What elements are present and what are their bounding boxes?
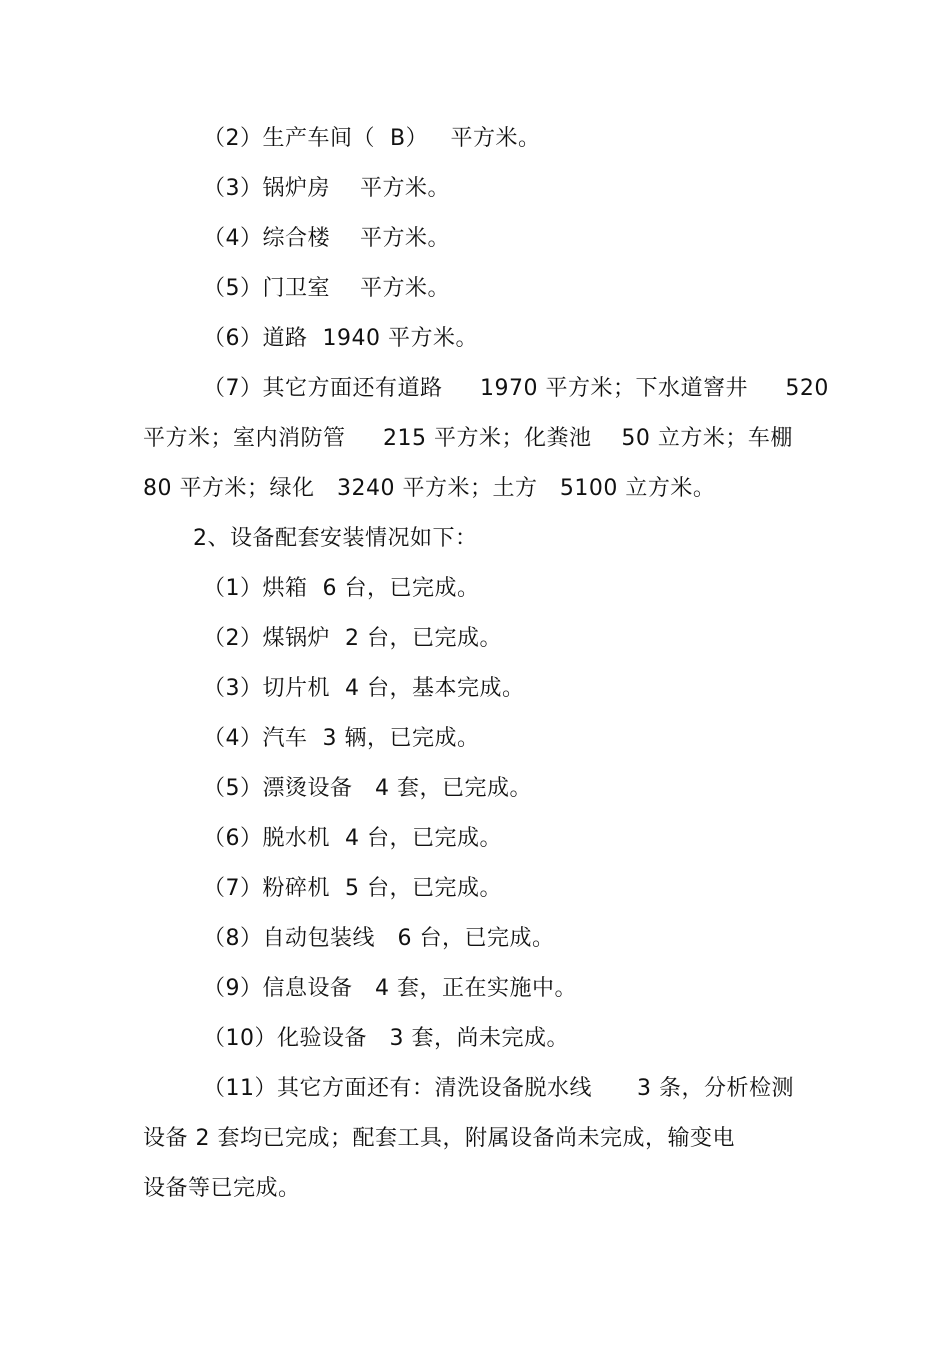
text-line: （8）自动包装线 6 台，已完成。 bbox=[203, 926, 555, 951]
text-line: （2）生产车间（ B） 平方米。 bbox=[203, 126, 541, 151]
text-line: 设备 2 套均已完成；配套工具，附属设备尚未完成，输变电 bbox=[143, 1126, 735, 1151]
text-line: （6）脱水机 4 台，已完成。 bbox=[203, 826, 502, 851]
text-line: （11）其它方面还有：清洗设备脱水线 3 条，分析检测 bbox=[203, 1076, 794, 1101]
text-line: （4）综合楼 平方米。 bbox=[203, 226, 450, 251]
text-line: （1）烘箱 6 台，已完成。 bbox=[203, 576, 480, 601]
text-line: （3）切片机 4 台，基本完成。 bbox=[203, 676, 525, 701]
text-line: （2）煤锅炉 2 台，已完成。 bbox=[203, 626, 502, 651]
text-line: （4）汽车 3 辆，已完成。 bbox=[203, 726, 480, 751]
text-line: （3）锅炉房 平方米。 bbox=[203, 176, 450, 201]
text-line: （7）粉碎机 5 台，已完成。 bbox=[203, 876, 502, 901]
text-line: 平方米；室内消防管 215 平方米；化粪池 50 立方米；车棚 bbox=[143, 426, 793, 451]
section-heading: 2、设备配套安装情况如下： bbox=[193, 526, 478, 551]
text-line: 80 平方米；绿化 3240 平方米；土方 5100 立方米。 bbox=[143, 476, 716, 501]
text-line: （10）化验设备 3 套，尚未完成。 bbox=[203, 1026, 569, 1051]
text-line: （9）信息设备 4 套，正在实施中。 bbox=[203, 976, 577, 1001]
text-line: （7）其它方面还有道路 1970 平方米；下水道窨井 520 bbox=[203, 376, 829, 401]
text-line: （5）漂烫设备 4 套，已完成。 bbox=[203, 776, 532, 801]
text-line: 设备等已完成。 bbox=[143, 1176, 301, 1201]
text-line: （6）道路 1940 平方米。 bbox=[203, 326, 478, 351]
text-line: （5）门卫室 平方米。 bbox=[203, 276, 450, 301]
